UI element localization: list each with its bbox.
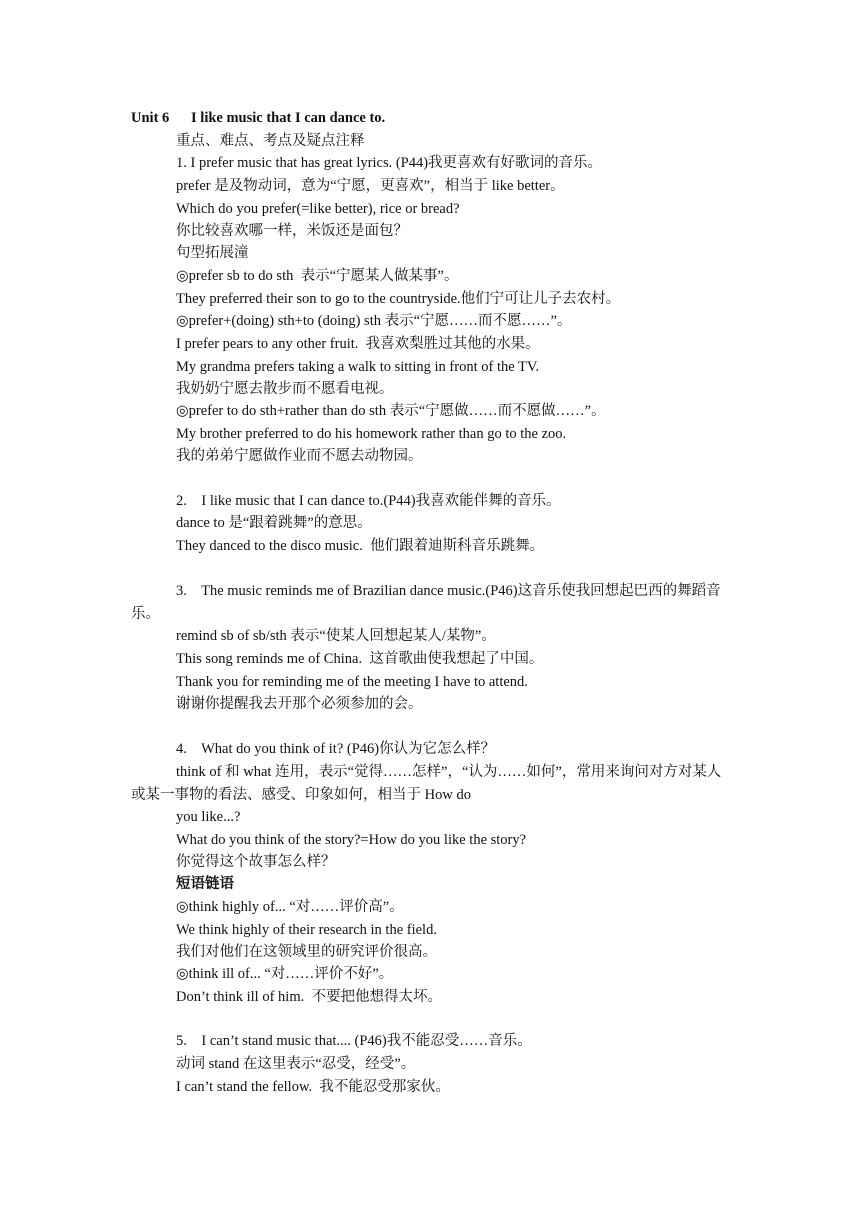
point-1-heading: 1. I prefer music that has great lyrics. (P44)我更喜欢有好歌词的音乐。 <box>176 155 603 171</box>
translation-line: 谢谢你提醒我去开那个必须参加的会。 <box>176 696 423 712</box>
pattern-line: ◎think highly of... “对……评价高”。 <box>176 899 404 915</box>
section-heading: 重点、难点、考点及疑点注释 <box>176 133 365 149</box>
example-line: I prefer pears to any other fruit. 我喜欢梨胜过其他的水果。 <box>176 336 540 352</box>
text-line: dance to 是“跟着跳舞”的意思。 <box>176 515 372 531</box>
pattern-line: ◎think ill of... “对……评价不好”。 <box>176 966 394 982</box>
translation-line: 你觉得这个故事怎么样？ <box>176 854 336 870</box>
example-line: Which do you prefer(=like better), rice or bread? <box>176 201 460 217</box>
pattern-line: ◎prefer sb to do sth 表示“宁愿某人做某事”。 <box>176 268 459 284</box>
point-5-heading: 5. I can’t stand music that.... (P46)我不能忍受……音乐。 <box>176 1033 532 1049</box>
translation-line: 你比较喜欢哪一样，米饭还是面包？ <box>176 223 408 239</box>
example-line: My brother preferred to do his homework rather than go to the zoo. <box>176 426 567 442</box>
example-line: What do you think of the story?=How do you like the story? <box>176 832 527 848</box>
pattern-line: ◎prefer+(doing) sth+to (doing) sth 表示“宁愿……而不愿……”。 <box>176 313 572 329</box>
text-line: you like...? <box>176 809 241 825</box>
example-line: I can’t stand the fellow. 我不能忍受那家伙。 <box>176 1079 450 1095</box>
example-line: Thank you for reminding me of the meeting I have to attend. <box>176 674 528 690</box>
text-line: remind sb of sb/sth 表示“使某人回想起某人/某物”。 <box>176 628 496 644</box>
point-4-heading: 4. What do you think of it? (P46)你认为它怎么样？ <box>176 741 496 757</box>
point-2-heading: 2. I like music that I can dance to.(P44)我喜欢能伴舞的音乐。 <box>176 493 561 509</box>
text-line: prefer 是及物动词，意为“宁愿，更喜欢”，相当于 like better。 <box>176 178 565 194</box>
subheading: 短语链语 <box>176 876 234 892</box>
example-line: We think highly of their research in the field. <box>176 922 437 938</box>
point-3-heading: 3. The music reminds me of Brazilian dance music.(P46)这音乐使我回想起巴西的舞蹈音乐。 <box>131 583 721 622</box>
example-line: This song reminds me of China. 这首歌曲使我想起了中国。 <box>176 651 544 667</box>
text-line: 动词 stand 在这里表示“忍受，经受”。 <box>176 1056 416 1072</box>
subheading: 句型拓展潼 <box>176 245 249 261</box>
text-paragraph: think of 和 what 连用，表示“觉得……怎样”，“认为……如何”，常用来询问对方对某人或某一事物的看法、感受、印象如何，相当于 How do <box>131 764 722 803</box>
example-line: Don’t think ill of him. 不要把他想得太坏。 <box>176 989 442 1005</box>
example-line: My grandma prefers taking a walk to sitting in front of the TV. <box>176 359 540 375</box>
translation-line: 我奶奶宁愿去散步而不愿看电视。 <box>176 381 394 397</box>
example-line: They preferred their son to go to the countryside.他们宁可让儿子去农村。 <box>176 291 621 307</box>
pattern-line: ◎prefer to do sth+rather than do sth 表示“宁愿做……而不愿做……”。 <box>176 403 606 419</box>
translation-line: 我的弟弟宁愿做作业而不愿去动物园。 <box>176 448 423 464</box>
translation-line: 我们对他们在这领域里的研究评价很高。 <box>176 944 437 960</box>
example-line: They danced to the disco music. 他们跟着迪斯科音乐跳舞。 <box>176 538 545 554</box>
unit-title: Unit 6 I like music that I can dance to. <box>131 110 386 126</box>
